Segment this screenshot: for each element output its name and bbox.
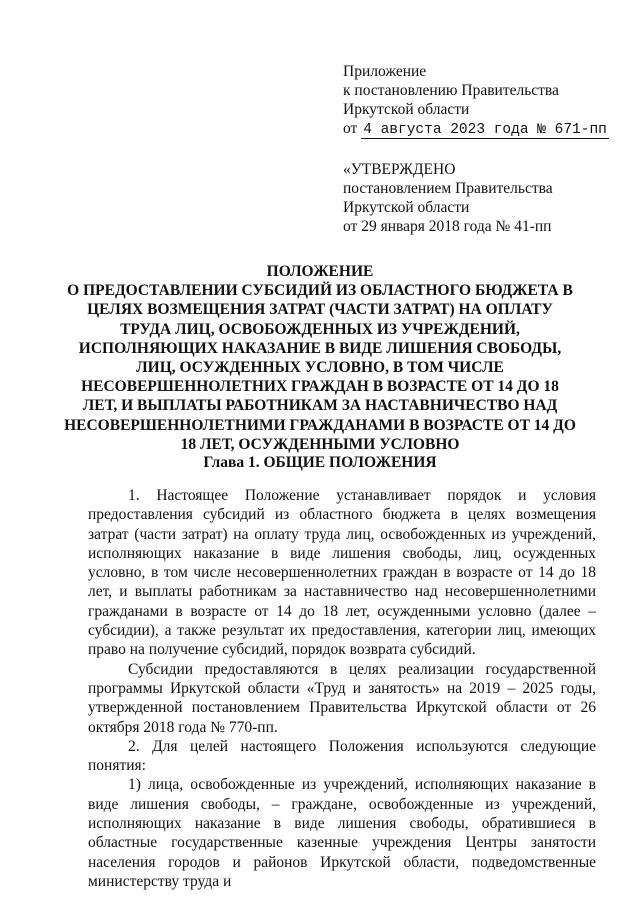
appendix-date-suffix: -пп [580,122,607,138]
title-line: ЦЕЛЯХ ВОЗМЕЩЕНИЯ ЗАТРАТ (ЧАСТИ ЗАТРАТ) НА ОПЛАТУ [87,301,553,319]
appendix-date-line [343,119,613,140]
appendix-block [343,62,613,140]
appendix-line-3: Иркутской области [343,101,470,118]
approved-line-2: постановлением Правительства [343,180,553,197]
approved-line-3: Иркутской области [343,199,470,216]
title-line: ЛИЦ, ОСУЖДЕННЫХ УСЛОВНО, В ТОМ ЧИСЛЕ [136,359,504,377]
appendix-date-handwritten: 4 августа 2023 года № 671 [363,122,581,138]
title-line: ИСПОЛНЯЮЩИХ НАКАЗАНИЕ В ВИДЕ ЛИШЕНИЯ СВОБОДЫ, [78,339,562,357]
title-line: ЛЕТ, И ВЫПЛАТЫ РАБОТНИКАМ ЗА НАСТАВНИЧЕСТВО НАД [82,397,558,415]
chapter-heading: Глава 1. ОБЩИЕ ПОЛОЖЕНИЯ [203,454,437,471]
approved-block [343,160,613,236]
title-line: НЕСОВЕРШЕННОЛЕТНИХ ГРАЖДАН В ВОЗРАСТЕ ОТ 14 ДО 18 [81,378,559,396]
approved-line-1: «УТВЕРЖДЕНО [343,161,456,178]
title-line: ПОЛОЖЕНИЕ [266,263,374,280]
title-line: О ПРЕДОСТАВЛЕНИИ СУБСИДИЙ ИЗ ОБЛАСТНОГО БЮДЖЕТА В [67,282,573,300]
paragraph: 1) лица, освобожденные из учреждений, исполняющих наказание в виде лишения свободы, – граждане, освобожденные из учреждений, исполняющих наказание в виде лишения свободы, обратившиеся в областные государственные казенные учреждения Центры занятости населения городов и районов Иркутской области, подведомственные министерству труда и [88,776,596,890]
body-text [88,486,596,891]
appendix-line-1: Приложение [343,63,427,80]
paragraph: Субсидии предоставляются в целях реализации государственной программы Иркутской области «Труд и занятость» на 2019 – 2025 годы, утвержденной постановлением Правительства Иркутской области от 26 октября 2018 года № 770-пп. [88,660,596,736]
paragraph: 1. Настоящее Положение устанавливает порядок и условия предоставления субсидий из областного бюджета в целях возмещения затрат (части затрат) на оплату труда лиц, освобожденных из учреждений, исполняющих наказание в виде лишения свободы, лиц, осужденных условно, в том числе несовершеннолетних граждан в возрасте от 14 до 18 лет, и выплаты работникам за наставничество над несовершеннолетними гражданами в возрасте от 14 до 18 лет, осужденными условно (далее – субсидии), а также результат их предоставления, категории лиц, имеющих право на получение субсидий, порядок возврата субсидий. [88,487,596,659]
title-line: ТРУДА ЛИЦ, ОСВОБОЖДЕННЫХ ИЗ УЧРЕЖДЕНИЙ, [120,320,520,338]
document-title [40,262,600,454]
appendix-date-prefix: от [343,120,358,137]
paragraph: 2. Для целей настоящего Положения используются следующие понятия: [88,737,596,775]
appendix-line-2: к постановлению Правительства [343,82,559,99]
appendix-date-filled [361,122,609,139]
title-line: НЕСОВЕРШЕННОЛЕТНИМИ ГРАЖДАНАМИ В ВОЗРАСТЕ ОТ 14 ДО [64,416,576,434]
approved-line-4: от 29 января 2018 года № 41-пп [343,218,552,235]
title-line: 18 ЛЕТ, ОСУЖДЕННЫМИ УСЛОВНО [180,435,460,453]
